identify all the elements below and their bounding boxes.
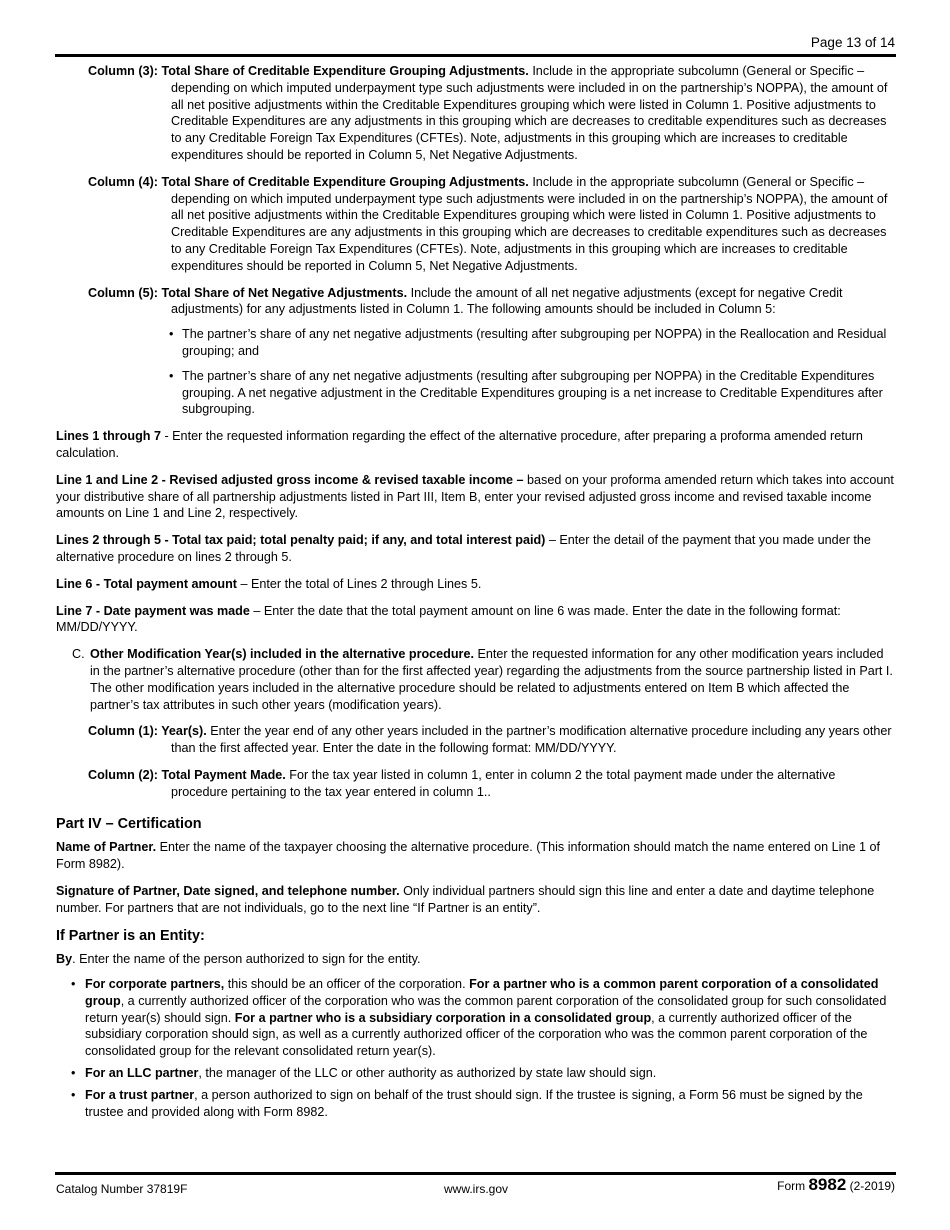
item-c-column-1: Column (1): Year(s). Enter the year end of any other years included in the partner’s modification alternative procedure including any years other than the first affected year. Enter the date in the following format: MM/DD/YYYY. bbox=[88, 724, 892, 756]
item-c: C. Other Modification Year(s) included in the alternative procedure. Enter the requested information for any other modification years included in the partner’s alternative procedure (other than for the first affected year) regarding the adjustments from the source partnership listed in Part I. The other modification years included in the alternative procedure should be related to adjustments entered on Item B which affected the partner’s tax attributes in such other years (modification years). bbox=[72, 647, 893, 712]
item-c-column-2: Column (2): Total Payment Made. For the tax year listed in column 1, enter in column 2 the total payment made under the alternative procedure pertaining to the tax year entered in column 1.. bbox=[88, 767, 836, 799]
line-6: Line 6 - Total payment amount – Enter the total of Lines 2 through Lines 5. bbox=[56, 576, 482, 591]
column-5-text: Include the amount of all net negative adjustments (except for negative Credit adjustments) for any adjustments listed in Column 1. The following amounts should be included in Column 5: bbox=[171, 285, 843, 317]
website-link[interactable]: www.irs.gov bbox=[444, 1182, 509, 1196]
lines-1-through-7: Lines 1 through 7 - Enter the requested information regarding the effect of the alternative procedure, after preparing a proforma amended return calculation. bbox=[56, 429, 863, 460]
list-item: • The partner’s share of any net negative adjustments (resulting after subgrouping per NOPPA) in the Reallocation and Residual grouping; and bbox=[169, 327, 887, 358]
column-3-label: Column (3): Total Share of Creditable Expenditure Grouping Adjustments. bbox=[88, 64, 529, 78]
line-7: Line 7 - Date payment was made – Enter the date that the total payment amount on line 6 was made. Enter the date in the following format: MM/DD/YYYY. bbox=[56, 603, 841, 635]
column-3-instructions bbox=[88, 63, 894, 164]
entity-heading: If Partner is an Entity: bbox=[56, 928, 205, 945]
catalog-number: Catalog Number 37819F bbox=[56, 1182, 188, 1196]
list-item: • The partner’s share of any net negative adjustments (resulting after subgrouping per NOPPA) in the Creditable Expenditures grouping. A net negative adjustment in the Creditable Expenditures grouping is a net increase to Creditable Expenditures after subgrouping. bbox=[169, 368, 883, 417]
top-rule bbox=[55, 54, 896, 57]
by-instruction: By. Enter the name of the person authorized to sign for the entity. bbox=[56, 952, 421, 967]
column-5-bullets bbox=[56, 326, 894, 418]
item-c-marker: C. bbox=[72, 647, 85, 662]
bullet-icon: • bbox=[71, 1066, 76, 1081]
page-number: Page 13 of 14 bbox=[810, 35, 895, 50]
bottom-rule bbox=[55, 1172, 896, 1175]
bullet-icon: • bbox=[71, 977, 76, 992]
column-4-instructions bbox=[88, 174, 894, 275]
form-id: Form 8982 (2-2019) bbox=[777, 1175, 895, 1194]
column-5-instructions bbox=[88, 285, 894, 319]
part-iv-heading: Part IV – Certification bbox=[56, 816, 202, 833]
page-content bbox=[56, 63, 894, 1125]
column-4-text: Include in the appropriate subcolumn (General or Specific – depending on which imputed underpayment type such adjustments were included in on the partnership’s NOPPA), the amount of all net positive adjustments within the Creditable Expenditures grouping which were listed in Column 1. Positive adjustments to Creditable Expenditures are any adjustments in this grouping which are decreases to creditable expenditures such as decreases to any Creditable Foreign Tax Expenditures (CFTEs). Note, adjustments in this grouping which are increases to creditable expenditures should be reported in Column 5, Net Negative Adjustments. bbox=[171, 174, 888, 273]
column-5-label: Column (5): Total Share of Net Negative Adjustments. bbox=[88, 285, 408, 300]
bullet-icon: • bbox=[169, 327, 174, 342]
list-item: • For corporate partners, this should be an officer of the corporation. For a partner who is a common parent corporation of a consolidated group, a currently authorized officer of the corporation who was the common parent corporation of the consolidated group for such consolidated return year(s) should sign. For a partner who is a subsidiary corporation in a consolidated group, a currently authorized officer of the subsidiary corporation should sign, as well as a currently authorized officer of the corporation who was the common parent corporation of the consolidated group for the relevant consolidated return year(s). bbox=[71, 977, 887, 1059]
list-item: • For a trust partner, a person authorized to sign on behalf of the trust should sign. If the trustee is signing, a Form 56 must be signed by the trustee and provided along with Form 8982. bbox=[71, 1087, 863, 1119]
bullet-icon: • bbox=[169, 368, 174, 383]
column-3-text: Include in the appropriate subcolumn (General or Specific – depending on which imputed underpayment type such adjustments were included in on the partnership’s NOPPA), the amount of all net positive adjustments within the Creditable Expenditures grouping which were listed in Column 1. Positive adjustments to Creditable Expenditures are any adjustments in this grouping which are decreases to creditable expenditures such as decreases to any Creditable Foreign Tax Expenditures (CFTEs). Note, adjustments in this grouping which are increases to creditable expenditures should be reported in Column 5, Net Negative Adjustments. bbox=[171, 64, 888, 162]
name-of-partner: Name of Partner. Enter the name of the taxpayer choosing the alternative procedure. (This information should match the name entered on Line 1 of Form 8982). bbox=[56, 840, 880, 872]
signature-of-partner: Signature of Partner, Date signed, and telephone number. Only individual partners should sign this line and enter a date and daytime telephone number. For partners that are not individuals, go to the next line “If Partner is an entity”. bbox=[56, 883, 875, 915]
lines-2-through-5: Lines 2 through 5 - Total tax paid; total penalty paid; if any, and total interest paid) – Enter the detail of the payment that you made under the alternative procedure on lines 2 through 5. bbox=[56, 533, 871, 564]
bullet-icon: • bbox=[71, 1087, 76, 1102]
lines-1-and-2: Line 1 and Line 2 - Revised adjusted gross income & revised taxable income – based on your proforma amended return which takes into account your distributive share of all partnership adjustments listed in Part III, Item B, enter your revised adjusted gross income and revised taxable income amounts on Line 1 and Line 2, respectively. bbox=[56, 472, 894, 521]
list-item: • For an LLC partner, the manager of the LLC or other authority as authorized by state law should sign. bbox=[71, 1066, 657, 1081]
column-4-label: Column (4): Total Share of Creditable Expenditure Grouping Adjustments. bbox=[88, 174, 529, 189]
